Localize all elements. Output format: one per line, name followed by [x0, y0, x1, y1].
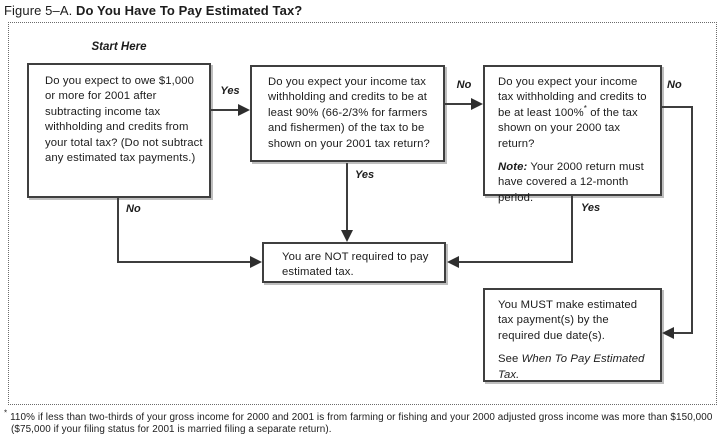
- reference-title: When To Pay Estimated Tax.: [498, 353, 645, 381]
- figure-title-text: Do You Have To Pay Estimated Tax?: [76, 3, 303, 18]
- question-text: Do you expect your income tax withholding and credits to be at least 100%* of the tax shown on your 2000 tax return?: [498, 76, 647, 150]
- result-box-not-required: [262, 242, 446, 283]
- edge-label-q3-yes: Yes: [581, 202, 601, 214]
- result-text: You MUST make estimated tax payment(s) by the required due date(s).: [498, 299, 638, 342]
- edge-label-q3-no: No: [667, 79, 682, 91]
- edge-label-q1-yes: Yes: [220, 85, 240, 97]
- start-here-label: Start Here: [91, 41, 147, 53]
- footnote: [4, 408, 725, 435]
- result-box-must-pay: [483, 288, 662, 382]
- question-box-100-percent: [483, 65, 662, 204]
- footnote-text: 110% if less than two-thirds of your gross income for 2000 and 2001 is from farming or fishing and your 2000 adjusted gross income was more than $150,000 ($75,000 if your filing status for 2001 is married filing a separate return).: [10, 412, 713, 435]
- edge-label-q2-yes: Yes: [355, 169, 375, 181]
- note-label: Note:: [498, 161, 528, 174]
- footnote-reference-marker: *: [583, 104, 587, 114]
- question-box-owe-1000: [27, 63, 211, 198]
- result-text: You are NOT required to pay estimated tax.: [282, 251, 429, 279]
- question-text: Do you expect to owe $1,000 or more for 2001 after subtracting income tax withholding and credits from your total tax? (Do not subtract any estimated tax payments.): [45, 75, 203, 165]
- footnote-marker: *: [4, 408, 8, 418]
- question-box-90-percent: [250, 65, 445, 162]
- figure-number: Figure 5–A.: [4, 3, 73, 18]
- figure-title: [4, 3, 302, 18]
- note-text: Note: Your 2000 return must have covered a 12-month period.: [498, 161, 644, 204]
- edge-label-q1-no: No: [126, 203, 141, 215]
- edge-label-q2-no: No: [456, 79, 472, 91]
- see-reference: See When To Pay Estimated Tax.: [498, 353, 645, 381]
- question-text: Do you expect your income tax withholding and credits to be at least 90% (66-2/3% for farmers and fishermen) of the tax to be shown on your 2001 tax return?: [268, 76, 430, 150]
